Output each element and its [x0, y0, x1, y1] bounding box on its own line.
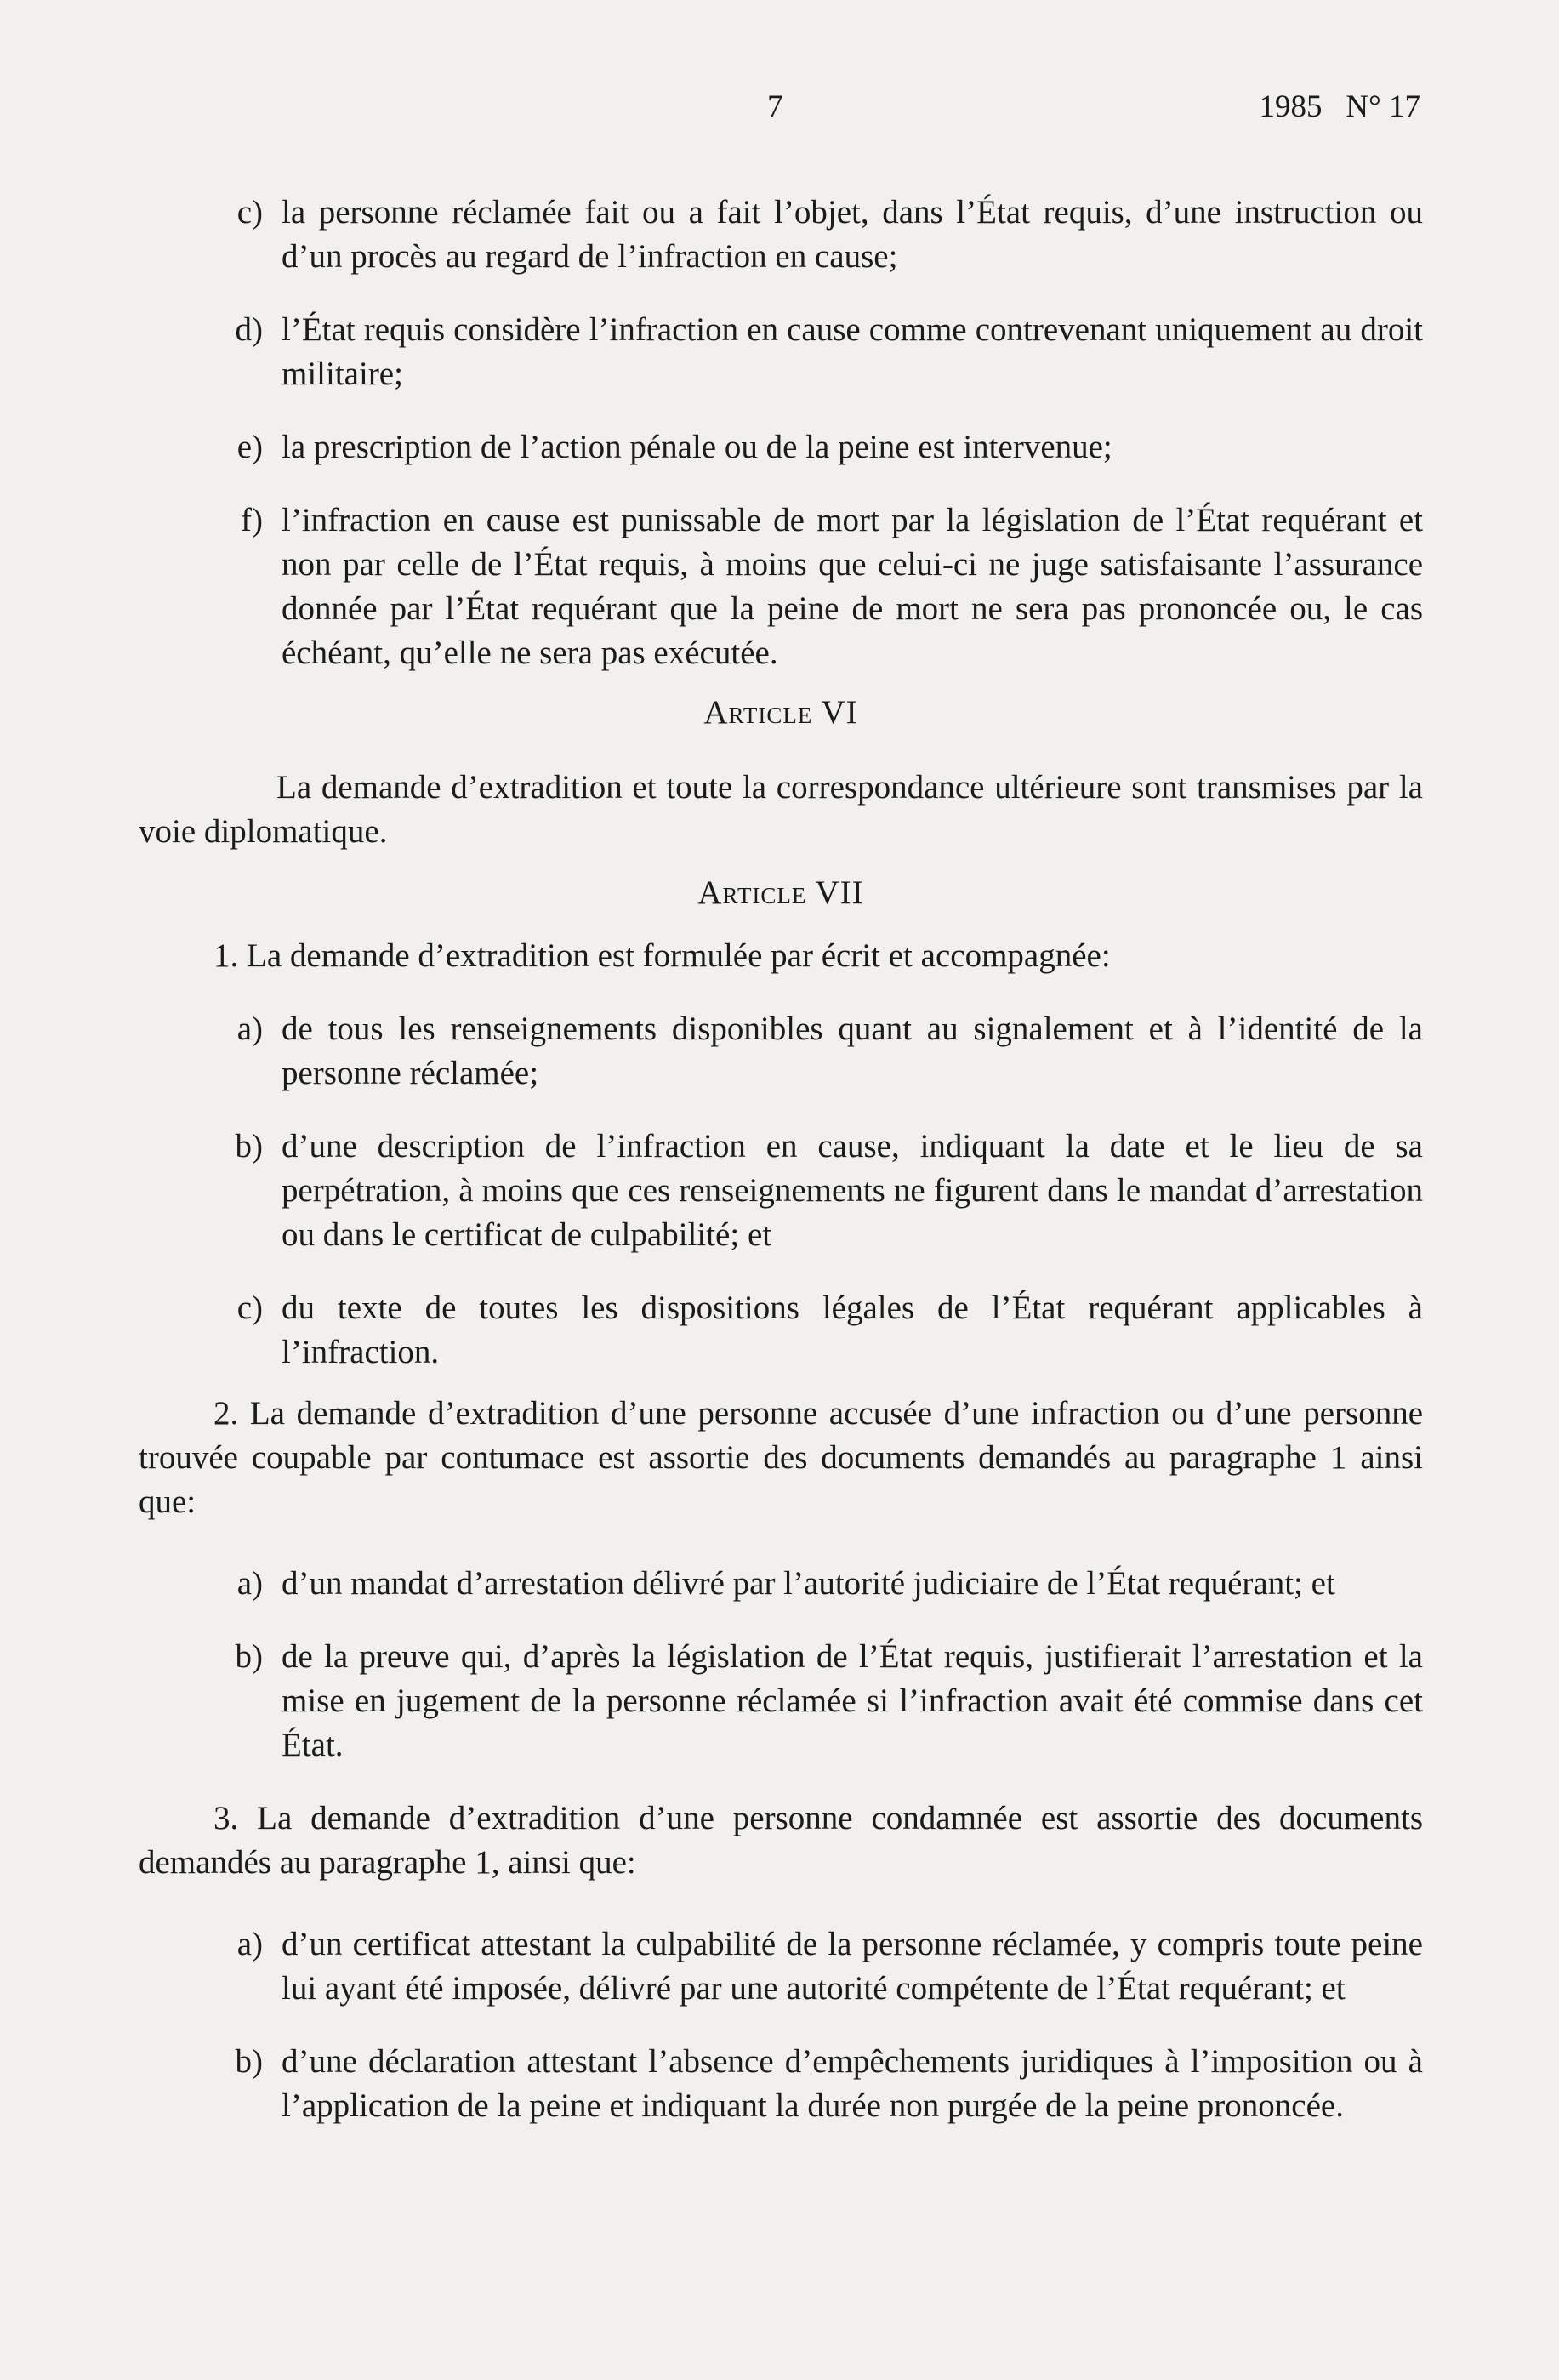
document-body: [139, 191, 1423, 2157]
item-text: la personne réclamée fait ou a fait l’objet, dans l’État requis, d’une instruction ou d’un procès au regard de l’infraction en cause;: [282, 194, 1423, 275]
item-label: c): [236, 194, 263, 231]
page-number: 7: [767, 89, 783, 124]
item-label: c): [236, 1290, 263, 1326]
item-text: d’une déclaration attestant l’absence d’empêchements juridiques à l’imposition ou à l’application de la peine et indiquant la durée non purgée de la peine prononcée.: [282, 2043, 1423, 2124]
item-label: b): [235, 1128, 263, 1164]
article-7-paragraph-2: 2. La demande d’extradition d’une personne accusée d’une infraction ou d’une personne trouvée coupable par contumace est assortie des documents demandés au paragraphe 1 ainsi que:: [139, 1395, 1423, 1520]
item-label: e): [236, 429, 263, 465]
list-item: [139, 425, 1423, 470]
item-label: a): [236, 1011, 263, 1047]
list-item: [139, 1922, 1423, 2011]
list-item: [139, 498, 1423, 675]
item-label: a): [236, 1926, 263, 1962]
list-item: [139, 2040, 1423, 2128]
item-text: d’un certificat attestant la culpabilité de la personne réclamée, y compris toute peine lui ayant été imposée, délivré par une autorité compétente de l’État requérant; et: [282, 1926, 1423, 2007]
article-7-paragraph-1: 1. La demande d’extradition est formulée par écrit et accompagnée:: [213, 937, 1111, 974]
list-item: [139, 1125, 1423, 1257]
item-text: la prescription de l’action pénale ou de la peine est intervenue;: [282, 429, 1112, 465]
item-text: de la preuve qui, d’après la législation de l’État requis, justifierait l’arrestation et la mise en jugement de la personne réclamée si l’infraction avait été commise dans cet État.: [282, 1638, 1423, 1763]
item-text: d’un mandat d’arrestation délivré par l’autorité judiciaire de l’État requérant; et: [282, 1565, 1335, 1602]
item-label: d): [235, 311, 263, 348]
item-text: de tous les renseignements disponibles quant au signalement et à l’identité de la personne réclamée;: [282, 1011, 1423, 1091]
list-item: [139, 191, 1423, 279]
item-text: l’infraction en cause est punissable de mort par la législation de l’État requérant et non par celle de l’État requis, à moins que celui-ci ne juge satisfaisante l’assurance donnée par l’État requérant que la peine de mort ne sera pas prononcée ou, le cas échéant, qu’elle ne sera pas exécutée.: [282, 502, 1423, 671]
item-label: b): [235, 1638, 263, 1675]
item-label: f): [241, 502, 263, 538]
list-item: [139, 308, 1423, 396]
item-text: du texte de toutes les dispositions légales de l’État requérant applicables à l’infraction.: [282, 1290, 1423, 1370]
list-item: [139, 1286, 1423, 1375]
article-6-text: La demande d’extradition et toute la correspondance ultérieure sont transmises par la voie diplomatique.: [139, 769, 1423, 850]
list-item: [139, 1007, 1423, 1096]
item-text: d’une description de l’infraction en cause, indiquant la date et le lieu de sa perpétration, à moins que ces renseignements ne figurent dans le mandat d’arrestation ou dans le certificat de culpabilité; et: [282, 1128, 1423, 1253]
item-label: b): [235, 2043, 263, 2080]
item-label: a): [236, 1565, 263, 1602]
article-6-heading: Article VI: [703, 694, 858, 731]
item-text: l’État requis considère l’infraction en cause comme contrevenant uniquement au droit militaire;: [282, 311, 1423, 392]
article-7-paragraph-3: 3. La demande d’extradition d’une personne condamnée est assortie des documents demandés au paragraphe 1, ainsi que:: [139, 1800, 1423, 1881]
list-item: [139, 1635, 1423, 1768]
document-reference: 1985 N° 17: [1259, 89, 1420, 124]
list-item: [139, 1562, 1423, 1606]
article-7-heading: Article VII: [697, 874, 864, 911]
